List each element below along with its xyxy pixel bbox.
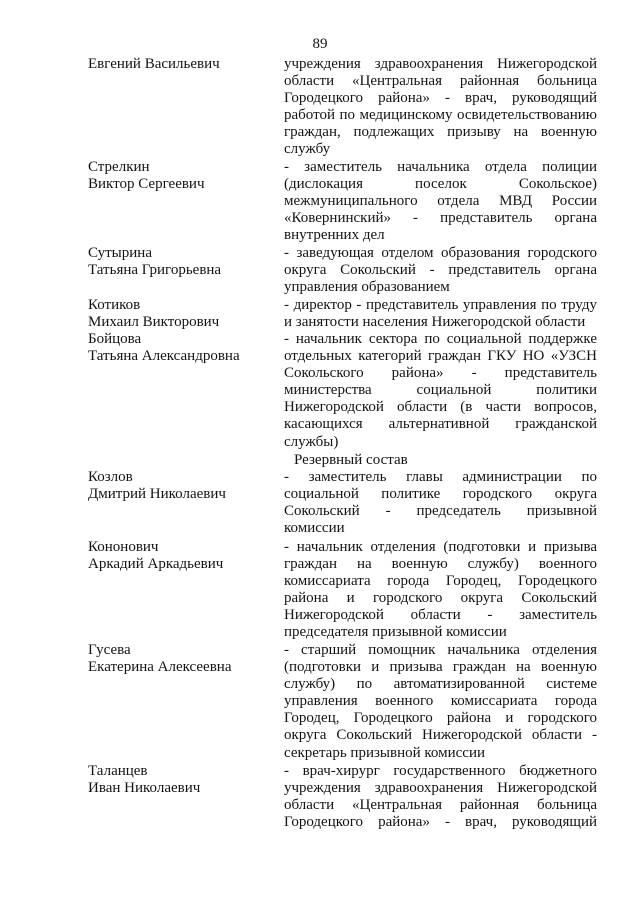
- role-line: Городецкого района» - врач, руководящий: [284, 814, 597, 831]
- role-line: района и городского округа Сокольский: [284, 590, 597, 607]
- member-name-line: Козлов: [88, 469, 133, 485]
- reserve-section-heading: Резервный состав: [294, 452, 408, 468]
- role-line: учреждения здравоохранения Нижегородской: [284, 56, 597, 72]
- role-line: округа Сокольский Нижегородской области -: [284, 727, 597, 744]
- role-line: секретарь призывной комиссии: [284, 744, 486, 761]
- role-line: Нижегородской области - заместитель: [284, 607, 597, 624]
- role-line: «Ковернинский» - представитель органа: [284, 210, 597, 227]
- member-name-line: Таланцев: [88, 763, 148, 779]
- member-name-line: Бойцова: [88, 331, 142, 347]
- role-line: - заместитель главы администрации по: [284, 469, 597, 485]
- role-line: округа Сокольский - представитель органа: [284, 262, 597, 279]
- role-line: учреждения здравоохранения Нижегородской: [284, 780, 597, 797]
- member-name-line: Екатерина Алексеевна: [88, 659, 232, 675]
- member-name-line: Стрелкин: [88, 159, 150, 175]
- member-name: [88, 763, 200, 797]
- member-name-line: Кононович: [88, 539, 159, 555]
- member-name-line: Сутырина: [88, 245, 152, 261]
- role-line: комиссии: [284, 520, 345, 537]
- role-line: председателя призывной комиссии: [284, 624, 507, 641]
- member-role: [284, 539, 597, 642]
- page-number: 89: [312, 36, 328, 52]
- role-line: граждан, подлежащих призыву на военную: [284, 124, 597, 141]
- member-role: [284, 56, 597, 159]
- role-line: службы): [284, 433, 339, 450]
- role-line: Городецкого района» - врач, руководящий: [284, 90, 597, 107]
- member-role: [284, 159, 597, 244]
- member-name-line: Татьяна Григорьевна: [88, 262, 222, 278]
- member-name-line: Виктор Сергеевич: [88, 176, 205, 192]
- member-name-line: Котиков: [88, 297, 141, 313]
- role-line: - врач-хирург государственного бюджетного: [284, 763, 597, 779]
- role-line: службу: [284, 141, 331, 158]
- role-line: Сокольского района» - представитель: [284, 365, 597, 382]
- role-line: касающихся альтернативной гражданской: [284, 416, 597, 433]
- role-line: - заместитель начальника отдела полиции: [284, 159, 597, 175]
- member-name: [88, 642, 231, 676]
- role-line: - директор - представитель управления по труду: [284, 297, 597, 313]
- role-line: - начальник сектора по социальной поддержке: [284, 331, 597, 347]
- member-role: [284, 297, 597, 331]
- member-name-line: Евгений Васильевич: [88, 56, 220, 72]
- role-line: внутренних дел: [284, 227, 385, 244]
- member-role: [284, 642, 597, 762]
- role-line: комиссариата города Городец, Городецкого: [284, 573, 597, 590]
- member-name: [88, 245, 221, 279]
- member-name-line: Дмитрий Николаевич: [88, 486, 226, 502]
- role-line: министерства социальной политики: [284, 382, 597, 399]
- role-line: межмуниципального отдела МВД России: [284, 193, 597, 210]
- role-line: службу) по автоматизированной системе: [284, 676, 597, 693]
- member-role: [284, 245, 597, 296]
- role-line: Сокольский - председатель призывной: [284, 503, 597, 520]
- role-line: Нижегородской области (в части вопросов,: [284, 399, 597, 416]
- member-name-line: Гусева: [88, 642, 131, 658]
- member-name-line: Михаил Викторович: [88, 314, 220, 330]
- member-name: [88, 539, 223, 573]
- member-role: [284, 469, 597, 537]
- member-name-line: Аркадий Аркадьевич: [88, 556, 224, 572]
- role-line: Городец, Городецкого района и городского: [284, 710, 597, 727]
- member-name: [88, 56, 220, 73]
- role-line: - начальник отделения (подготовки и призыва: [284, 539, 597, 555]
- member-name-line: Татьяна Александровна: [88, 348, 240, 364]
- member-name: [88, 469, 226, 503]
- member-name: [88, 297, 219, 331]
- role-line: работой по медицинскому освидетельствованию: [284, 107, 597, 124]
- role-line: и занятости населения Нижегородской области: [284, 314, 586, 331]
- member-role: [284, 331, 597, 451]
- role-line: области «Центральная районная больница: [284, 73, 597, 90]
- member-name: [88, 159, 205, 193]
- member-name: [88, 331, 240, 365]
- role-line: области «Центральная районная больница: [284, 797, 597, 814]
- role-line: граждан на военную службу) военного: [284, 556, 597, 573]
- role-line: - старший помощник начальника отделения: [284, 642, 597, 658]
- role-line: управления образованием: [284, 279, 450, 296]
- role-line: (подготовки и призыва граждан на военную: [284, 659, 597, 676]
- role-line: (дислокация поселок Сокольское): [284, 176, 597, 193]
- role-line: - заведующая отделом образования городского: [284, 245, 597, 261]
- role-line: социальной политике городского округа: [284, 486, 597, 503]
- member-name-line: Иван Николаевич: [88, 780, 201, 796]
- role-line: отдельных категорий граждан ГКУ НО «УЗСН: [284, 348, 597, 365]
- member-role: [284, 763, 597, 831]
- role-line: управления военного комиссариата города: [284, 693, 597, 710]
